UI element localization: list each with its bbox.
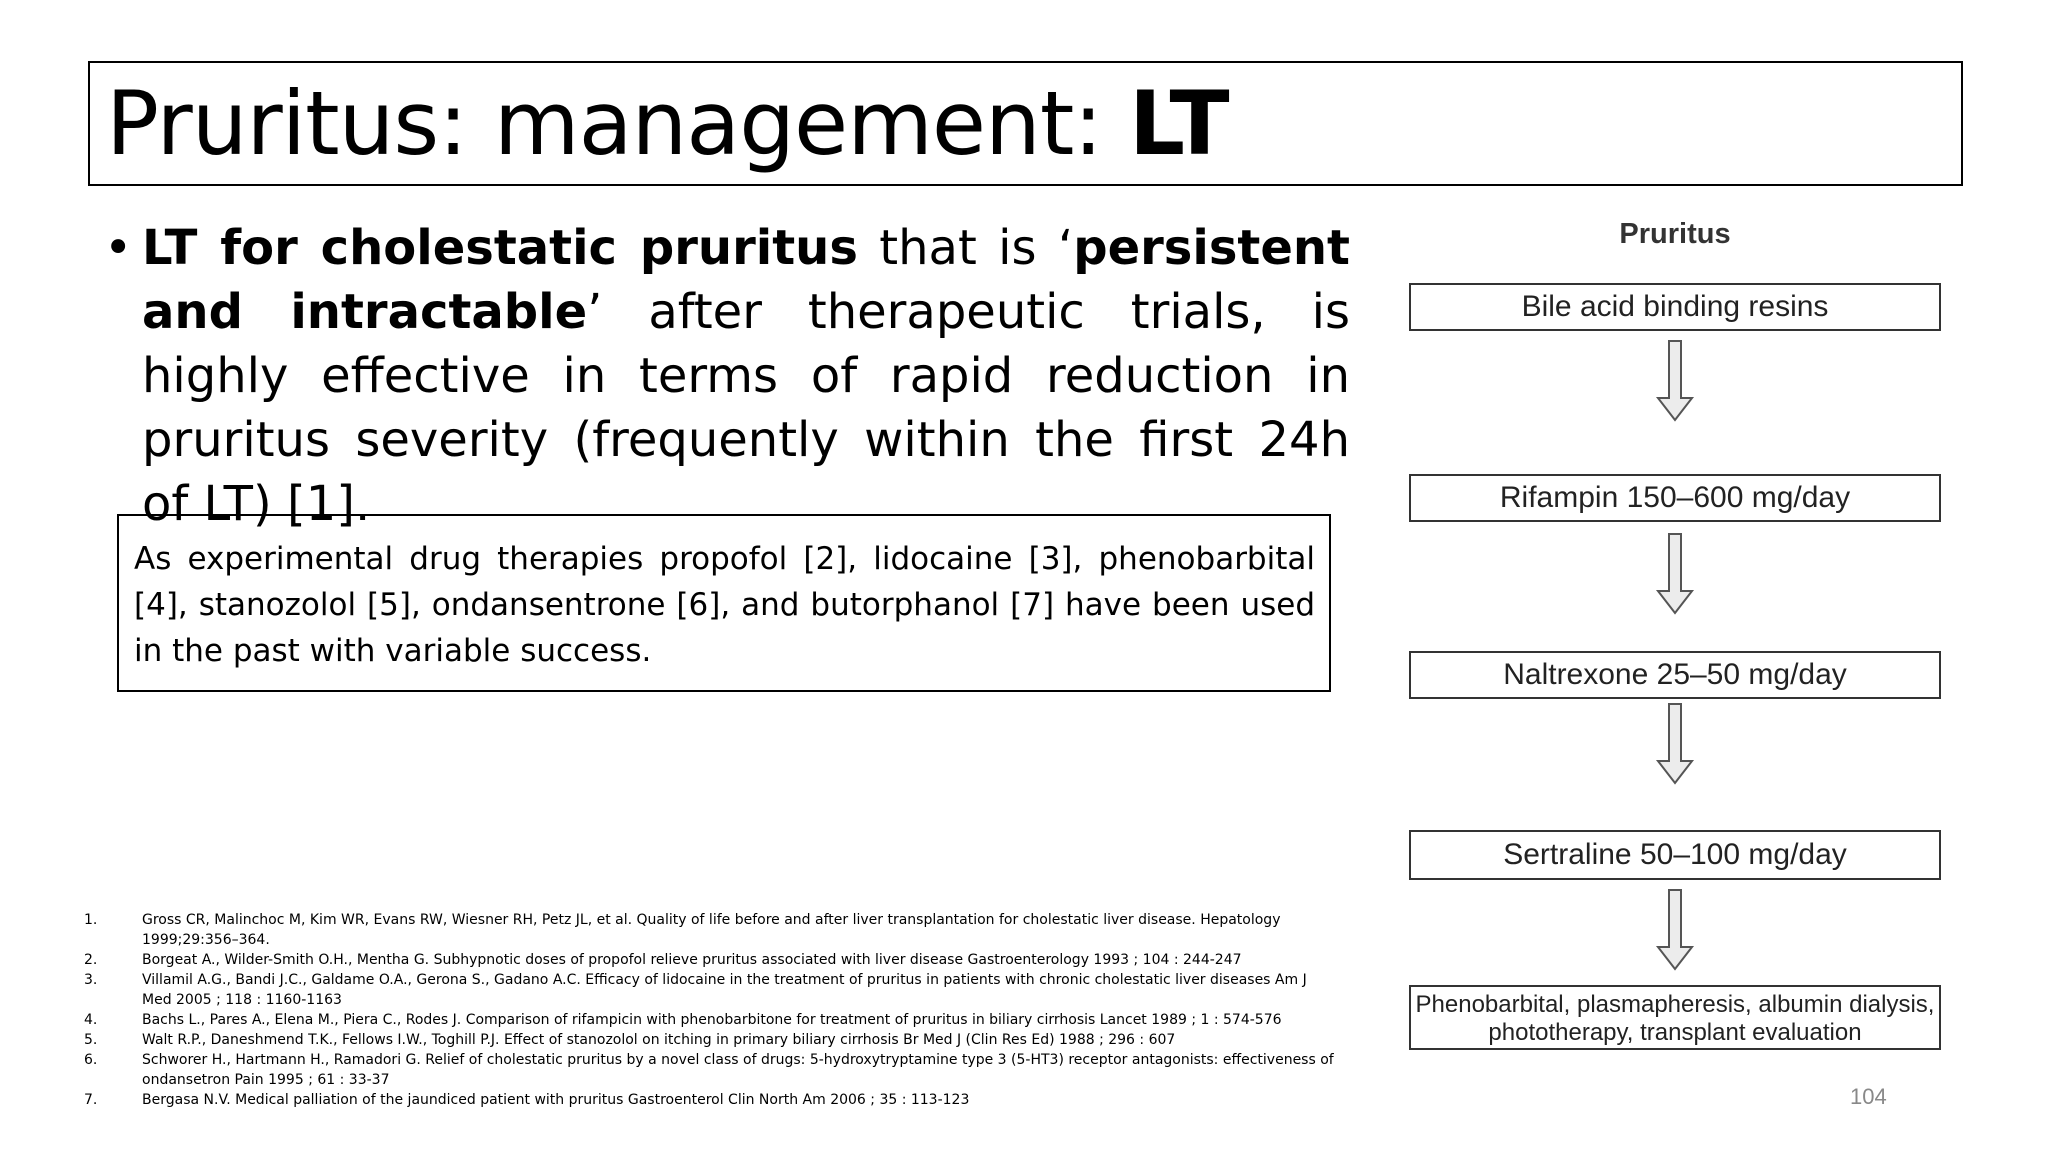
flow-final-line-1: Phenobarbital, plasmapheresis, albumin dialysis, <box>1415 991 1935 1018</box>
flow-step-rifampin <box>1409 474 1941 522</box>
down-arrow-icon <box>1655 889 1695 971</box>
reference-text: Villamil A.G., Bandi J.C., Galdame O.A., Gerona S., Gadano A.C. Efficacy of lidocaine in the treatment of pruritus in patients with chronic cholestatic liver diseases Am J Med 2005 ; 118 : 1160-1163 <box>142 972 1307 1008</box>
title-main: Pruritus: management: <box>106 72 1129 175</box>
reference-item <box>84 1090 1334 1110</box>
flow-final-line-2: phototherapy, transplant evaluation <box>1488 1019 1862 1046</box>
flow-step-label: Bile acid binding resins <box>1521 290 1829 323</box>
bullet-text <box>142 216 1350 536</box>
reference-item <box>84 1010 1334 1030</box>
down-arrow-icon <box>1655 340 1695 422</box>
reference-text: Schworer H., Hartmann H., Ramadori G. Relief of cholestatic pruritus by a novel class of drugs: 5-hydroxytryptamine type 3 (5-HT3) receptor antagonists: effectiveness of ondansetron Pain 1995 ; 61 : 33-37 <box>142 1052 1334 1088</box>
reference-number: 2. <box>84 952 98 968</box>
slide-title <box>106 69 1229 179</box>
references-list <box>84 910 1334 1110</box>
reference-text: Walt R.P., Daneshmend T.K., Fellows I.W., Toghill P.J. Effect of stanozolol on itching in primary biliary cirrhosis Br Med J (Clin Res Ed) 1988 ; 296 : 607 <box>142 1032 1176 1048</box>
main-bullet <box>100 216 1350 536</box>
down-arrow-icon <box>1655 703 1695 785</box>
title-box <box>88 61 1963 186</box>
reference-number: 4. <box>84 1012 98 1028</box>
reference-item <box>84 1030 1334 1050</box>
reference-text: Borgeat A., Wilder-Smith O.H., Mentha G. Subhypnotic doses of propofol relieve pruritus associated with liver disease Gastroenterology 1993 ; 104 : 244-247 <box>142 952 1242 968</box>
page-number: 104 <box>1850 1084 1887 1109</box>
reference-number: 6. <box>84 1052 98 1068</box>
bullet-bold-2: persistent and intractable <box>142 220 1350 340</box>
reference-number: 1. <box>84 912 98 928</box>
bullet-dot: • <box>104 220 133 276</box>
bullet-bold-1: LT for cholestatic pruritus <box>142 220 858 276</box>
reference-item <box>84 1050 1334 1090</box>
reference-text: Gross CR, Malinchoc M, Kim WR, Evans RW, Wiesner RH, Petz JL, et al. Quality of life before and after liver transplantation for cholestatic liver disease. Hepatology 1999;29:356–364. <box>142 912 1281 948</box>
flow-step-bile-acid-resins <box>1409 283 1941 331</box>
experimental-therapies-text: As experimental drug therapies propofol [2], lidocaine [3], phenobarbital [4], stanozolol [5], ondansentrone [6], and butorphanol [7] have been used in the past with variable success. <box>134 541 1315 669</box>
reference-item <box>84 950 1334 970</box>
reference-number: 7. <box>84 1092 98 1108</box>
down-arrow-icon <box>1655 533 1695 615</box>
reference-item <box>84 970 1334 1010</box>
flow-step-label: Rifampin 150–600 mg/day <box>1499 481 1851 514</box>
reference-text: Bergasa N.V. Medical palliation of the jaundiced patient with pruritus Gastroenterol Clin North Am 2006 ; 35 : 113-123 <box>142 1092 970 1108</box>
reference-text: Bachs L., Pares A., Elena M., Piera C., Rodes J. Comparison of rifampicin with phenobarbitone for treatment of pruritus in biliary cirrhosis Lancet 1989 ; 1 : 574-576 <box>142 1012 1282 1028</box>
reference-number: 3. <box>84 972 98 988</box>
flow-step-final-options <box>1409 985 1941 1050</box>
reference-number: 5. <box>84 1032 98 1048</box>
flow-step-label: Naltrexone 25–50 mg/day <box>1503 658 1847 691</box>
experimental-therapies-box <box>117 514 1331 692</box>
flow-step-label: Sertraline 50–100 mg/day <box>1503 838 1847 871</box>
title-bold: LT <box>1128 72 1229 175</box>
flow-step-naltrexone <box>1409 651 1941 699</box>
bullet-text-1: that is ‘ <box>857 220 1074 276</box>
reference-item <box>84 910 1334 950</box>
flow-step-sertraline <box>1409 830 1941 880</box>
bullet-text-2: ’ after therapeutic trials, is highly effective in terms of rapid reduction in pruritus severity (frequently within the first 24h of LT) [1]. <box>142 284 1350 532</box>
flowchart-title: Pruritus <box>1619 218 1731 250</box>
